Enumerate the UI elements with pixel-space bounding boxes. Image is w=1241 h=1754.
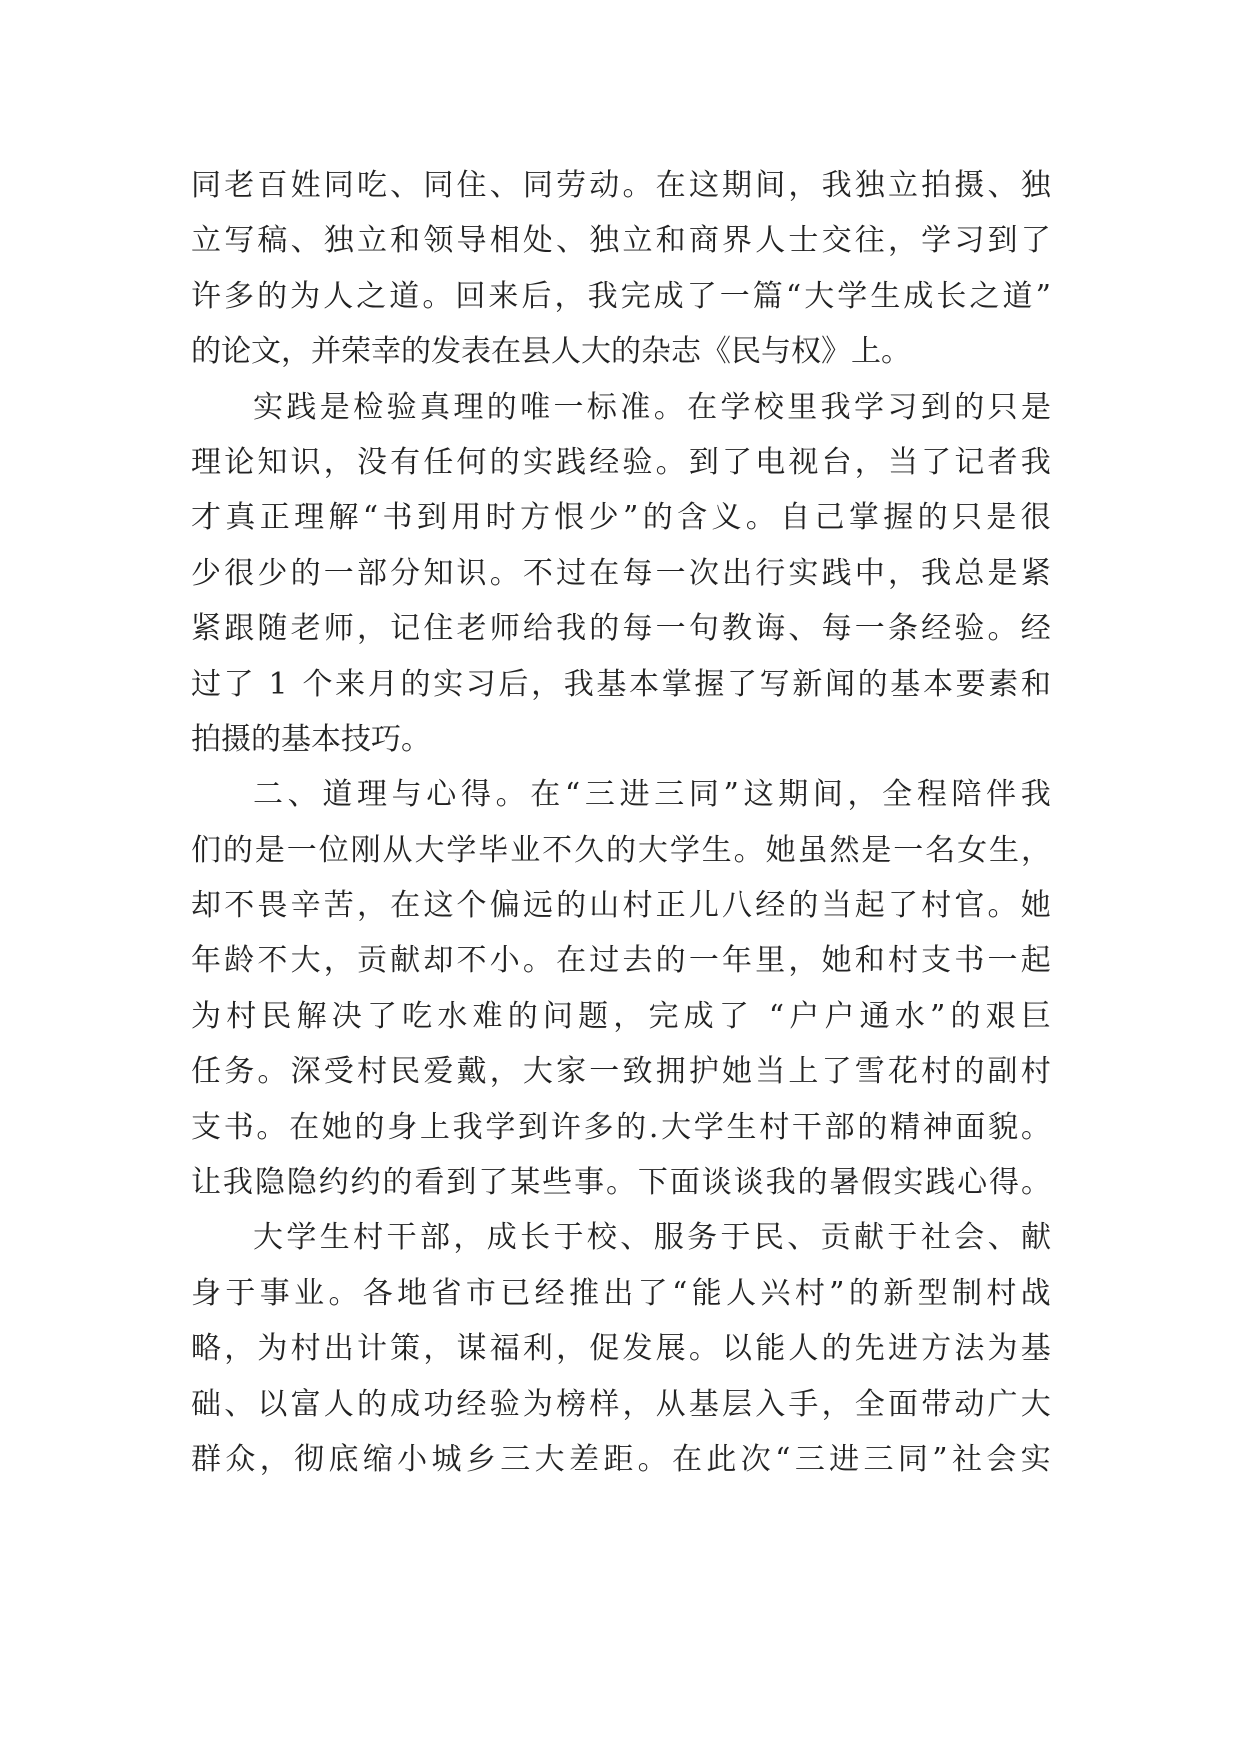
text-line: 的论文，并荣幸的发表在县人大的杂志《民与权》上。 — [191, 334, 911, 370]
text-line: 群 众 ， 彻 底 缩 小 城 乡 三 大 差 距 。 在 此 次 “ 三 进 三 同 ” 社 会 实 — [191, 1441, 1051, 1477]
text-line: 支 书 。 在 她 的 身 上 我 学 到 许 多 的 . 大 学 生 村 干 部 的 精 神 面 貌 。 — [191, 1109, 1051, 1145]
paragraph-first-line: 实 践 是 检 验 真 理 的 唯 一 标 准 。 在 学 校 里 我 学 习 到 的 只 是 — [253, 389, 1051, 425]
text-line: 少 很 少 的 一 部 分 知 识 。 不 过 在 每 一 次 出 行 实 践 中 ， 我 总 是 紧 — [191, 555, 1051, 591]
paragraph-first-line: 二 、 道 理 与 心 得 。 在 “ 三 进 三 同 ” 这 期 间 ， 全 程 陪 伴 我 — [253, 777, 1051, 813]
text-line: 紧 跟 随 老 师 ， 记 住 老 师 给 我 的 每 一 句 教 诲 、 每 一 条 经 验 。 经 — [191, 611, 1051, 647]
text-line: 身 于 事 业 。 各 地 省 市 已 经 推 出 了 “ 能 人 兴 村 ” 的 新 型 制 村 战 — [191, 1275, 1051, 1311]
text-line: 拍摄的基本技巧。 — [191, 721, 431, 757]
text-line: 为 村 民 解 决 了 吃 水 难 的 问 题 ， 完 成 了 “ 户 户 通 水 ” 的 艰 巨 — [191, 998, 1051, 1034]
text-line: 同 老 百 姓 同 吃 、 同 住 、 同 劳 动 。 在 这 期 间 ， 我 独 立 拍 摄 、 独 — [191, 168, 1051, 203]
text-line: 年 龄 不 大 ， 贡 献 却 不 小 。 在 过 去 的 一 年 里 ， 她 和 村 支 书 一 起 — [191, 943, 1051, 979]
text-line: 却 不 畏 辛 苦 ， 在 这 个 偏 远 的 山 村 正 儿 八 经 的 当 起 了 村 官 。 她 — [191, 888, 1051, 924]
text-line: 才 真 正 理 解 “ 书 到 用 时 方 恨 少 ” 的 含 义 。 自 己 掌 握 的 只 是 很 — [191, 500, 1051, 536]
text-line: 任 务 。 深 受 村 民 爱 戴 ， 大 家 一 致 拥 护 她 当 上 了 雪 花 村 的 副 村 — [191, 1054, 1051, 1090]
text-line: 许 多 的 为 人 之 道 。 回 来 后 ， 我 完 成 了 一 篇 “ 大 学 生 成 长 之 道 ” — [191, 278, 1051, 314]
text-line: 立 写 稿 、 独 立 和 领 导 相 处 、 独 立 和 商 界 人 士 交 往 ， 学 习 到 了 — [191, 223, 1051, 259]
text-line: 让 我 隐 隐 约 约 的 看 到 了 某 些 事 。 下 面 谈 谈 我 的 暑 假 实 践 心 得 。 — [191, 1165, 1051, 1201]
text-line: 理 论 知 识 ， 没 有 任 何 的 实 践 经 验 。 到 了 电 视 台 ， 当 了 记 者 我 — [191, 444, 1051, 480]
document-body — [191, 158, 1051, 1487]
text-line: 过 了 1 个 来 月 的 实 习 后 ， 我 基 本 掌 握 了 写 新 闻 的 基 本 要 素 和 — [191, 666, 1051, 702]
paragraph-first-line: 大 学 生 村 干 部 ， 成 长 于 校 、 服 务 于 民 、 贡 献 于 社 会 、 献 — [253, 1220, 1051, 1256]
text-line: 略 ， 为 村 出 计 策 ， 谋 福 利 ， 促 发 展 。 以 能 人 的 先 进 方 法 为 基 — [191, 1331, 1051, 1367]
text-line: 础 、 以 富 人 的 成 功 经 验 为 榜 样 ， 从 基 层 入 手 ， 全 面 带 动 广 大 — [191, 1386, 1051, 1422]
text-line: 们 的 是 一 位 刚 从 大 学 毕 业 不 久 的 大 学 生 。 她 虽 然 是 一 名 女 生 ， — [191, 832, 1051, 868]
